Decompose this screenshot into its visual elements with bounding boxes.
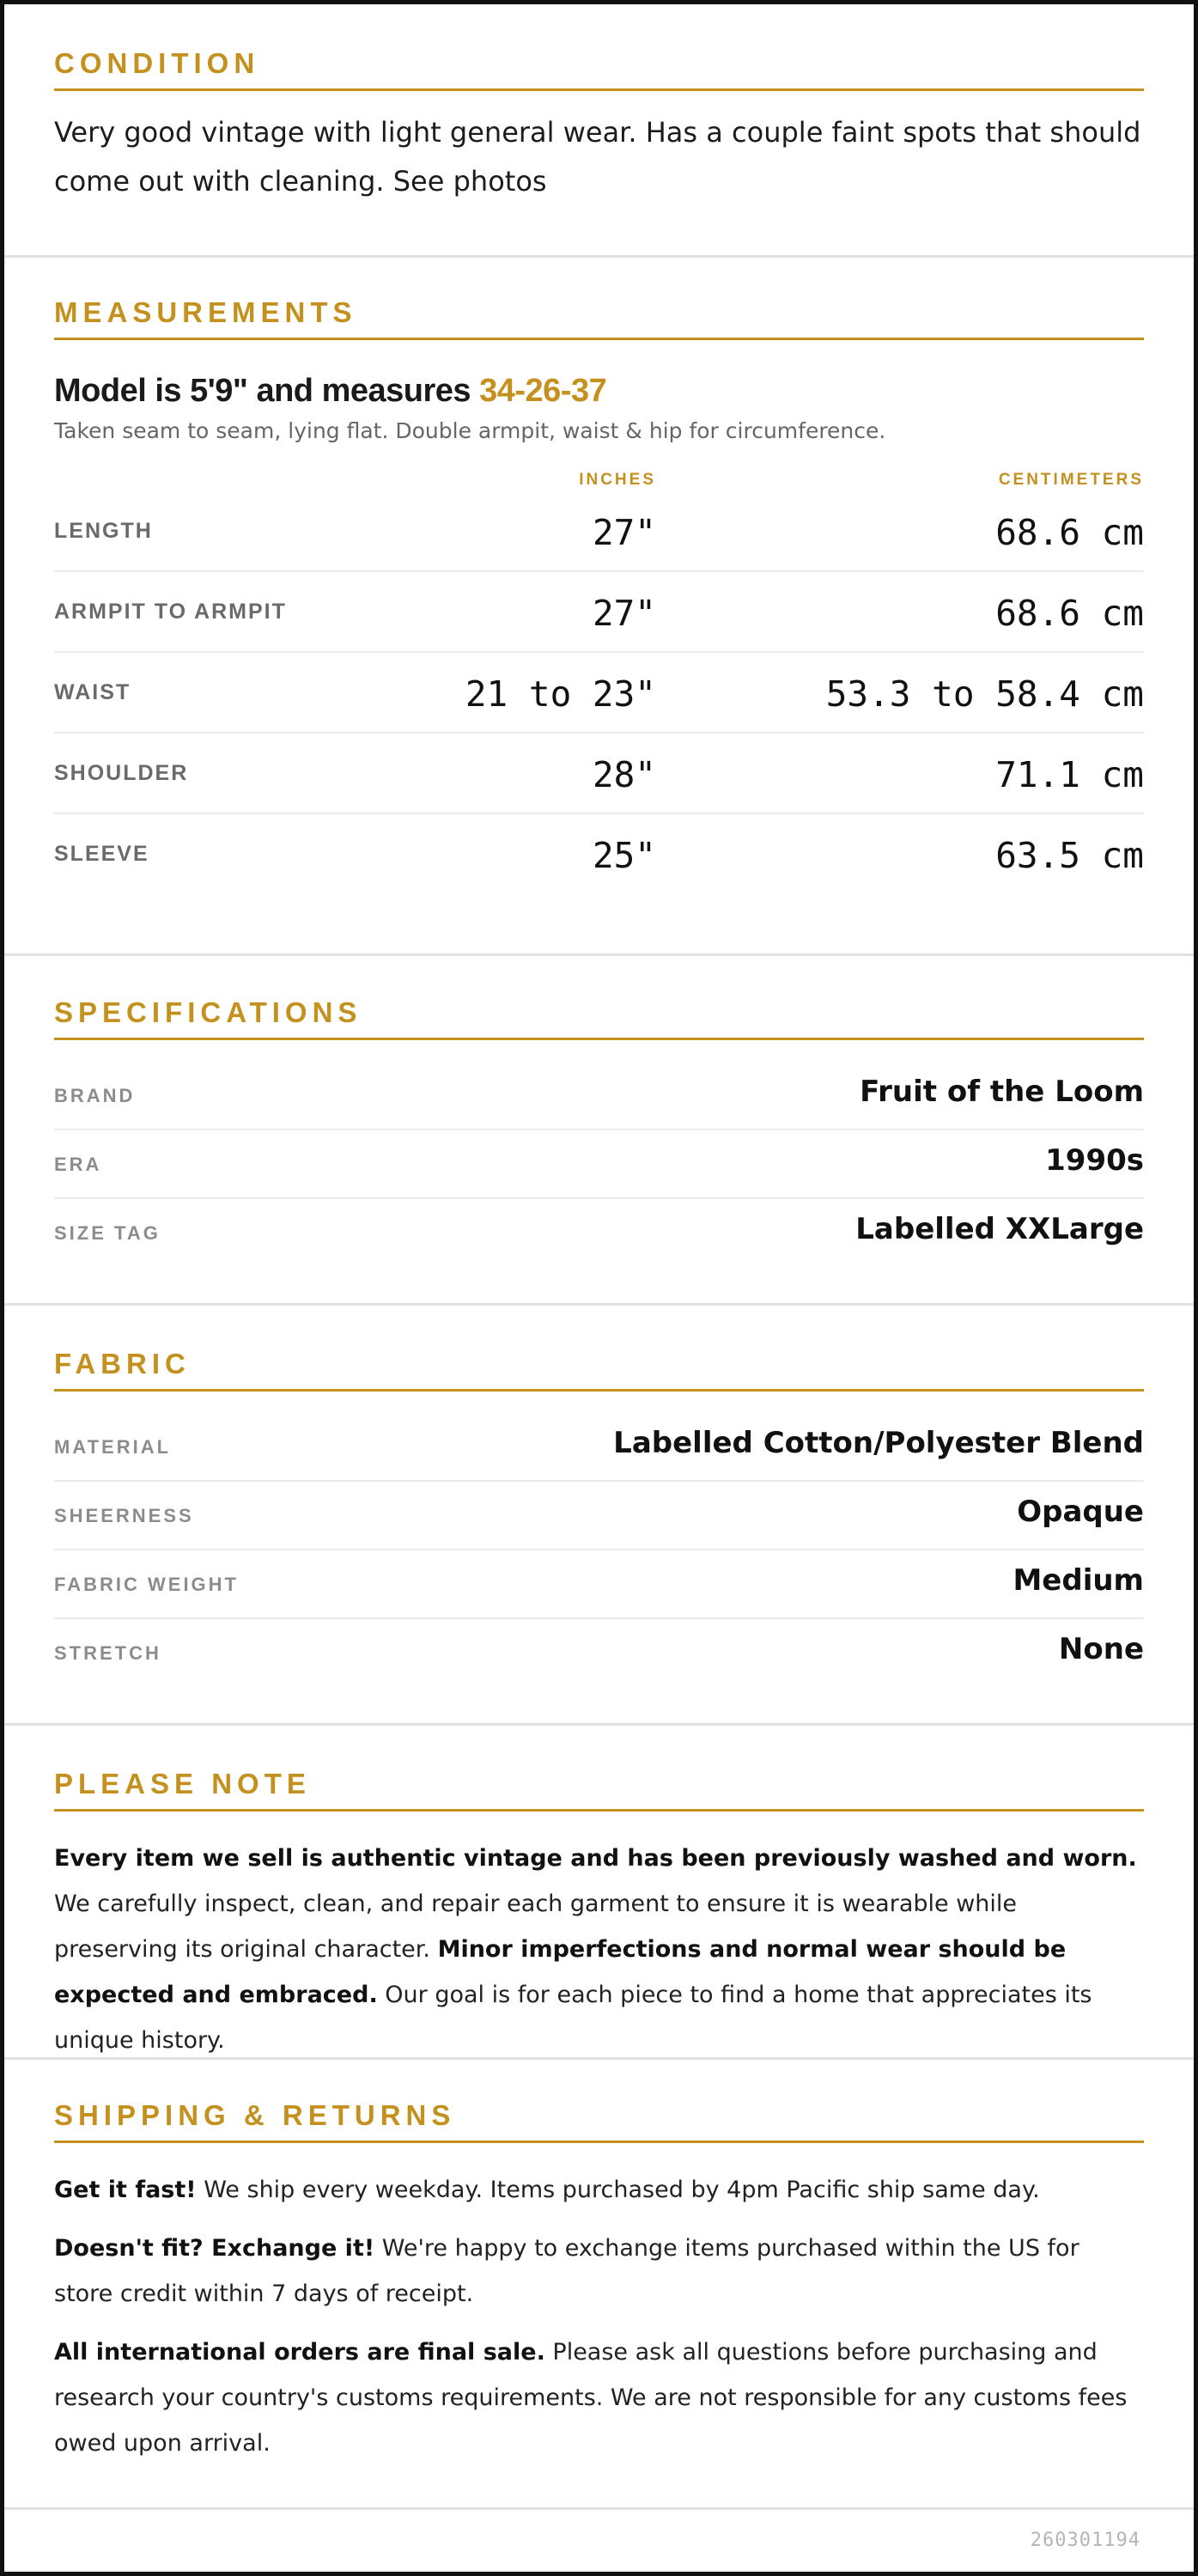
fabric-section (4, 1348, 1194, 1726)
shipping-title: SHIPPING & RETURNS (54, 2099, 1144, 2143)
measurement-label: SHOULDER (54, 761, 189, 785)
please-note-text-1: We carefully inspect, clean, and repair each garment to ensure it is wearable while preserving its original character. (54, 1891, 1018, 1963)
measurement-inches: 21 to 23" (465, 673, 656, 715)
centimeters-header: CENTIMETERS (998, 471, 1144, 489)
please-note-text (54, 1836, 1144, 2063)
fabric-label: SHEERNESS (54, 1505, 194, 1526)
model-prefix: Model is 5'9" and measures (54, 373, 480, 409)
fabric-list (54, 1413, 1144, 1686)
inches-header: INCHES (579, 471, 656, 489)
fabric-row (54, 1550, 1144, 1619)
measurement-row (54, 734, 1144, 814)
measurements-section (4, 296, 1194, 956)
shipping-text-2: We're happy to exchange items purchased within the US for store credit within 7 days of receipt. (54, 2235, 1079, 2307)
measurement-column-headers (54, 471, 1144, 491)
spec-label: ERA (54, 1154, 102, 1175)
measurement-row (54, 491, 1144, 572)
model-measures-value: 34-26-37 (479, 373, 607, 409)
measurement-inches: 27" (592, 512, 656, 553)
fabric-value: Medium (1013, 1563, 1144, 1598)
shipping-paragraph-1 (54, 2167, 1144, 2213)
condition-text: Very good vintage with light general wear. Has a couple faint spots that should come out with cleaning. See photos (54, 116, 1141, 198)
measurement-row (54, 814, 1144, 893)
item-id: 260301194 (1030, 2530, 1140, 2551)
please-note-bold-1: Every item we sell is authentic vintage and has been previously washed and worn. (54, 1845, 1137, 1872)
measurement-label: WAIST (54, 680, 131, 704)
measurement-row (54, 653, 1144, 734)
spec-row (54, 1130, 1144, 1199)
spec-row (54, 1062, 1144, 1130)
spec-label: BRAND (54, 1085, 136, 1106)
measurement-cm: 68.6 cm (995, 512, 1144, 553)
measurement-label: SLEEVE (54, 842, 149, 866)
fabric-value: Labelled Cotton/Polyester Blend (613, 1426, 1144, 1460)
fabric-title: FABRIC (54, 1348, 1144, 1392)
please-note-section (4, 1768, 1194, 2060)
shipping-text-1: We ship every weekday. Items purchased by 4pm Pacific ship same day. (196, 2177, 1040, 2203)
measurement-table (54, 491, 1144, 893)
fabric-value: None (1058, 1632, 1144, 1666)
spec-label: SIZE TAG (54, 1222, 161, 1244)
measurement-inches: 28" (592, 754, 656, 795)
shipping-paragraph-2 (54, 2226, 1144, 2317)
shipping-text-3: Please ask all questions before purchasing and research your country's customs requirements. We are not responsible for any customs fees owed upon arrival. (54, 2339, 1128, 2457)
measurement-inches: 27" (592, 593, 656, 634)
shipping-bold-2: Doesn't fit? Exchange it! (54, 2235, 375, 2262)
model-measures-line (54, 373, 1144, 410)
spec-value: 1990s (1045, 1143, 1144, 1178)
fabric-label: STRETCH (54, 1642, 161, 1664)
measurement-cm: 53.3 to 58.4 cm (825, 673, 1144, 715)
measurement-cm: 68.6 cm (995, 593, 1144, 634)
please-note-bold-2: Minor imperfections and normal wear should be expected and embraced. (54, 1936, 1067, 2008)
measurement-inches: 25" (592, 835, 656, 876)
measurement-cm: 71.1 cm (995, 754, 1144, 795)
measurements-title: MEASUREMENTS (54, 296, 1144, 340)
fabric-label: MATERIAL (54, 1436, 172, 1458)
condition-section (4, 47, 1194, 258)
spec-row (54, 1199, 1144, 1266)
specifications-title: SPECIFICATIONS (54, 996, 1144, 1040)
fabric-row (54, 1482, 1144, 1550)
shipping-bold-3: All international orders are final sale. (54, 2339, 545, 2366)
fabric-row (54, 1619, 1144, 1686)
fabric-value: Opaque (1017, 1495, 1144, 1529)
fabric-row (54, 1413, 1144, 1482)
fabric-label: FABRIC WEIGHT (54, 1574, 239, 1595)
spec-value: Fruit of the Loom (860, 1075, 1144, 1109)
spec-value: Labelled XXLarge (855, 1212, 1144, 1246)
shipping-section (4, 2099, 1194, 2510)
specifications-section (4, 996, 1194, 1306)
please-note-title: PLEASE NOTE (54, 1768, 1144, 1812)
shipping-paragraph-3 (54, 2329, 1144, 2466)
measurement-cm: 63.5 cm (995, 835, 1144, 876)
condition-title: CONDITION (54, 47, 1144, 91)
please-note-text-2: Our goal is for each piece to find a home that appreciates its unique history. (54, 1982, 1092, 2054)
specifications-list (54, 1062, 1144, 1266)
measurement-label: ARMPIT TO ARMPIT (54, 600, 287, 624)
measurement-note: Taken seam to seam, lying flat. Double armpit, waist & hip for circumference. (54, 418, 886, 443)
measurement-label: LENGTH (54, 519, 153, 543)
shipping-bold-1: Get it fast! (54, 2177, 197, 2203)
measurement-row (54, 572, 1144, 653)
